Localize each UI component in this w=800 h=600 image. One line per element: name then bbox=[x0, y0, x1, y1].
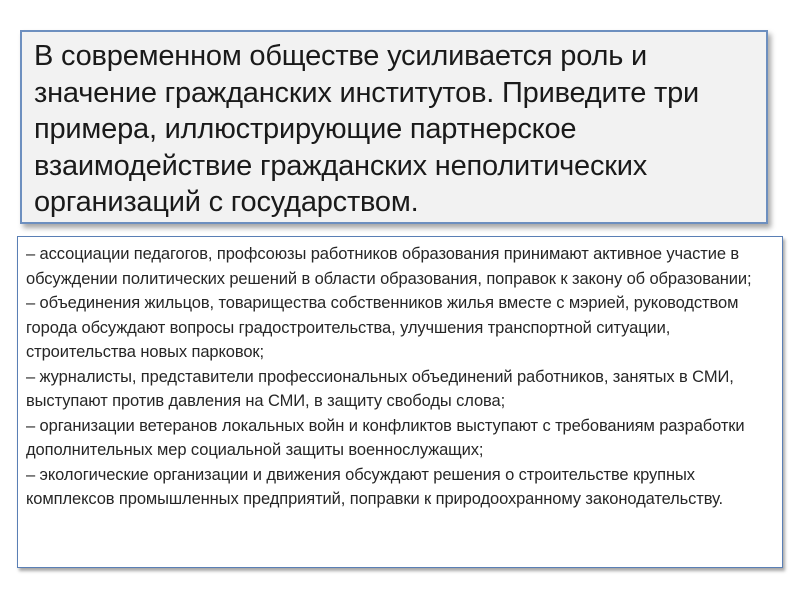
answer-box bbox=[17, 236, 783, 568]
answer-item-residents: – объединения жильцов, товарищества собственников жилья вместе с мэрией, руководством города обсуждают вопросы градостроительства, улучшения транспортной ситуации, строительства новых парковок; bbox=[26, 294, 739, 361]
question-box bbox=[20, 30, 768, 224]
question-text: В современном обществе усиливается роль и значение гражданских институтов. Приведите три примера, иллюстрирующие партнерское взаимодействие гражданских неполитических организаций с государством. bbox=[34, 40, 700, 218]
answer-item-ecology: – экологические организации и движения обсуждают решения о строительстве крупных комплексов промышленных предприятий, поправки к природоохранному законодательству. bbox=[26, 465, 724, 508]
answer-item-associations: – ассоциации педагогов, профсоюзы работников образования принимают активное участие в обсуждении политических решений в области образования, поправок к закону об образовании; bbox=[26, 245, 752, 288]
answer-item-journalists: – журналисты, представители профессиональных объединений работников, занятых в СМИ, выступают против давления на СМИ, в защиту свободы слова; bbox=[26, 367, 734, 410]
answer-list bbox=[26, 242, 774, 512]
answer-item-veterans: – организации ветеранов локальных войн и конфликтов выступают с требованиям разработки дополнительных мер социальной защиты военнослужащих; bbox=[26, 416, 745, 459]
